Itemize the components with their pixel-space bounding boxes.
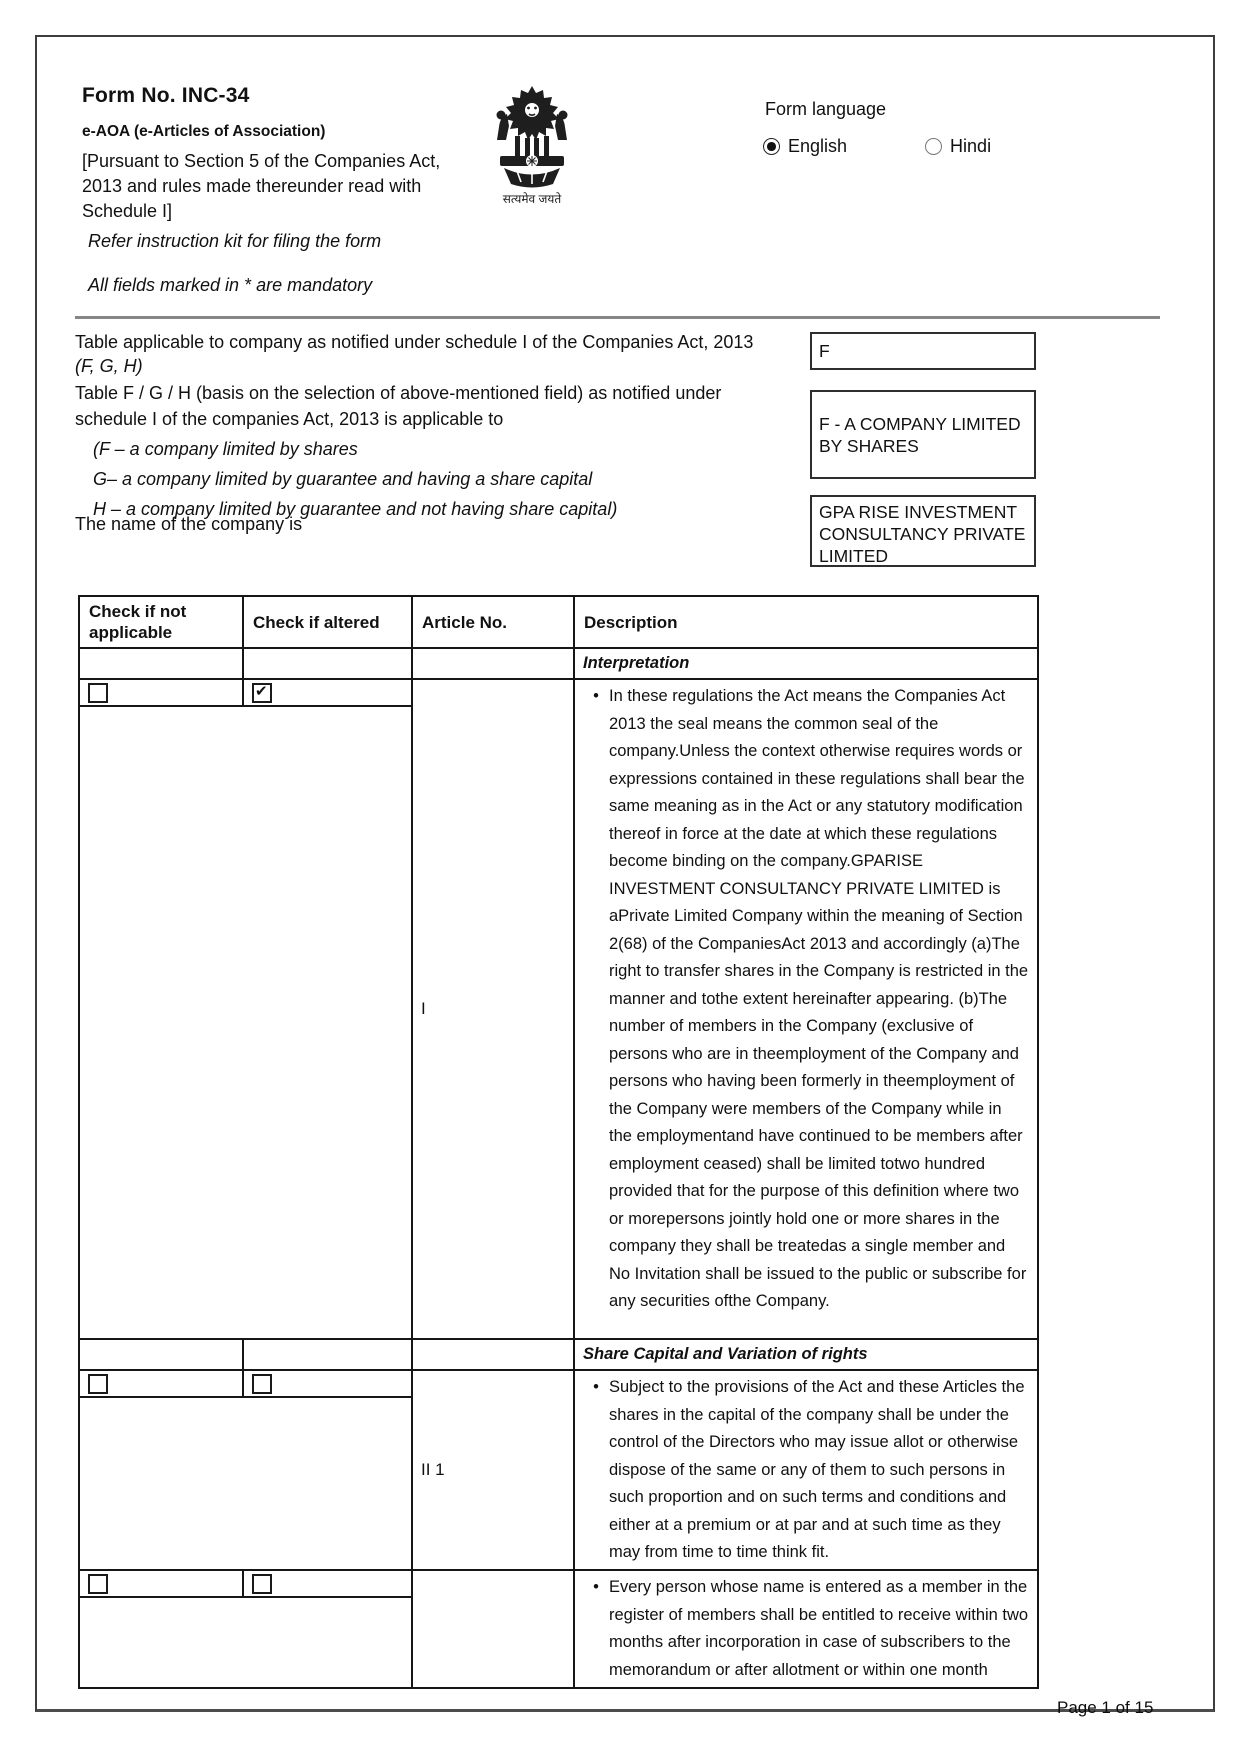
hindi-radio[interactable] — [925, 138, 942, 155]
radio-option-english[interactable] — [763, 136, 847, 157]
company-name-value: GPA RISE INVESTMENT CONSULTANCY PRIVATE LIMITED — [819, 502, 1026, 566]
bullet-marker: • — [593, 1378, 599, 1396]
section-row-interpretation — [80, 649, 1037, 680]
lion-capital-icon — [487, 84, 577, 188]
company-name-label: The name of the company is — [75, 514, 303, 534]
table-fgh-value: F - A COMPANY LIMITED BY SHARES — [819, 413, 1021, 456]
checkbox-area — [80, 680, 413, 1338]
not-applicable-checkbox[interactable] — [88, 1574, 108, 1594]
not-applicable-checkbox[interactable] — [88, 683, 108, 703]
instruction-refer: Refer instruction kit for filing the form — [88, 231, 382, 251]
altered-checkbox[interactable] — [252, 1374, 272, 1394]
article-number: I — [413, 680, 575, 1338]
page-indicator: Page 1 of 15 — [1057, 1698, 1154, 1717]
form-language-options — [763, 136, 991, 157]
table-fgh-label — [75, 380, 785, 524]
english-radio[interactable] — [763, 138, 780, 155]
article-description: • Subject to the provisions of the Act and these Articles the shares in the capital of the company shall be under the control of the Directors who may issue allot or otherwise dispose of the same or any of them to such persons in such proportion and on such terms and conditions and either at a premium or at par and at such time as they may from time to time think fit. — [575, 1371, 1037, 1569]
table-row-article-next — [80, 1571, 1037, 1687]
note-g: G– a company limited by guarantee and having a share capital — [93, 469, 593, 489]
form-number: Form No. INC-34 — [82, 84, 250, 107]
form-language-label: Form language — [765, 99, 887, 119]
not-applicable-checkbox[interactable] — [88, 1374, 108, 1394]
company-name-field[interactable] — [810, 495, 1036, 567]
table-row-article-ii1 — [80, 1371, 1037, 1571]
section-divider — [75, 316, 1160, 319]
note-h: H – a company limited by guarantee and not having share capital) — [93, 499, 618, 519]
section-heading: Share Capital and Variation of rights — [583, 1345, 868, 1363]
section-row-share-capital — [80, 1340, 1037, 1371]
table-applicable-field[interactable] — [810, 332, 1036, 370]
instruction-mandatory: All fields marked in * are mandatory — [88, 275, 373, 295]
column-header-not-applicable: Check if not applicable — [80, 597, 244, 647]
table-applicable-note: (F, G, H) — [75, 356, 143, 376]
radio-option-hindi[interactable] — [925, 136, 991, 157]
pursuant-text: [Pursuant to Section 5 of the Companies Act, 2013 and rules made thereunder read with Schedule I] — [82, 151, 441, 221]
column-header-description: Description — [584, 612, 678, 632]
table-header-row — [80, 597, 1037, 649]
table-fgh-notes — [93, 434, 785, 524]
table-applicable-text: Table applicable to company as notified under schedule I of the Companies Act, 2013 — [75, 332, 754, 352]
checkbox-area — [80, 1371, 413, 1569]
table-fgh-text: Table F / G / H (basis on the selection of above-mentioned field) as notified under schedule I of the companies Act, 2013 is applicable to — [75, 383, 722, 429]
bullet-marker: • — [593, 687, 599, 705]
article-number: II 1 — [413, 1371, 575, 1569]
column-header-article-no: Article No. — [413, 597, 575, 647]
hindi-radio-label: Hindi — [950, 136, 992, 156]
section-heading: Interpretation — [583, 654, 690, 672]
articles-table — [78, 595, 1039, 1689]
article-description: • In these regulations the Act means the Companies Act 2013 the seal means the common seal of the company.Unless the context otherwise requires words or expressions contained in these regulations shall bear the same meaning as in the Act or any statutory modification thereof in force at the date at which these regulations become binding on the company.GPARISE INVESTMENT CONSULTANCY PRIVATE LIMITED is aPrivate Limited Company within the meaning of Section 2(68) of the CompaniesAct 2013 and accordingly (a)The right to transfer shares in the Company is restricted in the manner and tothe extent hereinafter appearing. (b)The number of members in the Company (exclusive of persons who are in theemployment of the Company and persons who having been formerly in theemployment of the Company were members of the Company while in the employmentand have continued to be members after employment ceased) shall be limited totwo hundred provided that for the purpose of this definition where two or morepersons jointly hold one or more shares in the company they shall be treatedas a single member and No Invitation shall be issued to the public or subscribe for any securities ofthe Company. — [575, 680, 1037, 1338]
table-row-article-i — [80, 680, 1037, 1340]
checkbox-area — [80, 1571, 413, 1687]
note-f: (F – a company limited by shares — [93, 439, 358, 459]
table-applicable-value: F — [819, 341, 830, 361]
altered-checkbox[interactable] — [252, 1574, 272, 1594]
column-header-altered: Check if altered — [244, 597, 413, 647]
bullet-marker: • — [593, 1578, 599, 1596]
altered-checkbox[interactable] — [252, 683, 272, 703]
english-radio-label: English — [788, 136, 848, 156]
form-type: e-AOA (e-Articles of Association) — [82, 123, 326, 140]
table-fgh-field[interactable] — [810, 390, 1036, 479]
article-description: • Every person whose name is entered as a member in the register of members shall be entitled to receive within two months after incorporation in case of subscribers to the memorandum or after allotment or within one month — [575, 1571, 1037, 1687]
article-number — [413, 1571, 575, 1687]
emblem-motto: सत्यमेव जयते — [502, 192, 562, 206]
table-applicable-label — [75, 330, 810, 378]
india-emblem — [486, 84, 578, 207]
